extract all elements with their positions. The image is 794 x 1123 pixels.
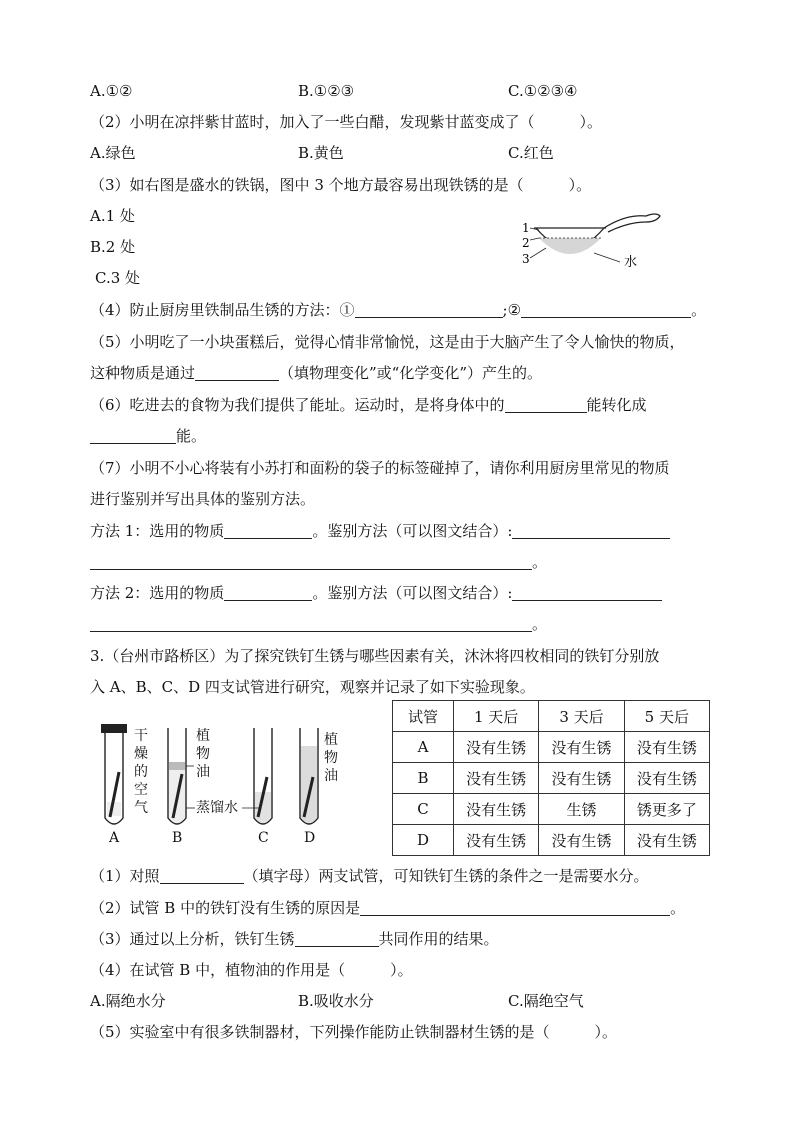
table-cell: D — [393, 825, 454, 856]
q6-line-2 — [90, 426, 206, 446]
problem-3-line-1: 3.（台州市路桥区）为了探究铁钉生锈与哪些因素有关，沐沐将四枚相同的铁钉分别放 — [90, 647, 660, 665]
table-cell: 没有生锈 — [454, 794, 539, 825]
table-cell: B — [393, 763, 454, 794]
q6-line-2-suffix: 能。 — [176, 427, 207, 445]
method-1-line — [90, 521, 670, 541]
table-row — [393, 732, 710, 763]
q6-blank-2[interactable] — [90, 429, 176, 444]
dry-air-char-2: 燥 — [134, 746, 148, 762]
q7-line-2: 进行鉴别并写出具体的鉴别方法。 — [90, 490, 316, 508]
sub-q3-line — [90, 929, 499, 949]
q4-blank-1[interactable] — [355, 303, 503, 318]
method-2-end: 。 — [532, 615, 548, 633]
pan-label-1: 1 — [522, 221, 530, 235]
dry-air-char-3: 的 — [134, 764, 148, 780]
sub-q2-line — [90, 898, 685, 918]
table-cell: 没有生锈 — [624, 732, 709, 763]
distilled-water-label: 蒸馏水 — [196, 800, 238, 816]
q4-end: 。 — [691, 301, 707, 319]
table-row — [393, 825, 710, 856]
sub-q2-prefix: （2）试管 B 中的铁钉没有生锈的原因是 — [90, 899, 361, 917]
method-1-continuation-blank[interactable] — [90, 555, 532, 570]
q4-prefix: （4）防止厨房里铁制品生锈的方法：① — [90, 301, 355, 319]
sub-q3-suffix: 共同作用的结果。 — [378, 930, 499, 948]
q2-option-a: A.绿色 — [90, 144, 136, 162]
sub-q4-question: （4）在试管 B 中，植物油的作用是（ ）。 — [90, 961, 413, 979]
table-row — [393, 794, 710, 825]
oil-b-char-2: 物 — [196, 746, 210, 762]
method-2-substance-blank[interactable] — [224, 586, 312, 601]
test-tubes-figure — [96, 722, 366, 844]
q1-option-a: A.①② — [90, 82, 133, 100]
method-1-end: 。 — [532, 553, 548, 571]
q4-blank-2[interactable] — [521, 303, 691, 318]
dry-air-char-1: 干 — [134, 728, 148, 744]
method-1-mid: 。鉴别方法（可以图文结合）: — [312, 522, 513, 540]
table-cell: 锈更多了 — [624, 794, 709, 825]
sub-q2-suffix: 。 — [670, 899, 686, 917]
sub-q3-prefix: （3）通过以上分析，铁钉生锈 — [90, 930, 295, 948]
sub-q3-blank[interactable] — [295, 932, 379, 947]
table-cell: 没有生锈 — [454, 763, 539, 794]
q6-line-1 — [90, 395, 647, 415]
method-2-continuation-blank[interactable] — [90, 617, 532, 632]
table-header: 5 天后 — [624, 701, 709, 732]
method-1-method-blank[interactable] — [512, 524, 670, 539]
method-1-substance-blank[interactable] — [224, 524, 312, 539]
oil-b-char-3: 油 — [196, 764, 210, 780]
pan-label-2: 2 — [522, 236, 530, 250]
sub-q1-line — [90, 866, 649, 886]
dry-air-char-4: 空 — [134, 782, 148, 798]
oil-d-char-2: 物 — [324, 750, 338, 766]
tube-label-d: D — [304, 830, 316, 846]
table-cell: 没有生锈 — [454, 732, 539, 763]
sub-q1-blank[interactable] — [160, 869, 244, 884]
table-header: 3 天后 — [539, 701, 624, 732]
q6-line-1-suffix: 能转化成 — [586, 396, 647, 414]
pan-water-label: 水 — [624, 255, 638, 270]
q3-option-a: A.1 处 — [90, 207, 135, 225]
table-cell: 没有生锈 — [454, 825, 539, 856]
q4-line — [90, 300, 706, 320]
method-2-line — [90, 583, 662, 603]
q1-option-c: C.①②③④ — [508, 82, 578, 100]
sub-q1-prefix: （1）对照 — [90, 867, 160, 885]
q5-line-1: （5）小明吃了一小块蛋糕后，觉得心情非常愉悦，这是由于大脑产生了令人愉快的物质， — [90, 333, 685, 351]
table-cell: 没有生锈 — [539, 763, 624, 794]
q7-line-1: （7）小明不小心将装有小苏打和面粉的袋子的标签碰掉了，请你利用厨房里常见的物质 — [90, 459, 670, 477]
table-cell: 没有生锈 — [539, 825, 624, 856]
method-1-line-2 — [90, 552, 547, 572]
q4-mid: ;② — [502, 301, 522, 319]
sub-q2-blank[interactable] — [360, 901, 670, 916]
q5-line-2-prefix: 这种物质是通过 — [90, 364, 196, 382]
q6-line-1-prefix: （6）吃进去的食物为我们提供了能址。运动时，是将身体中的 — [90, 396, 505, 414]
table-cell: A — [393, 732, 454, 763]
q2-option-b: B.黄色 — [298, 144, 344, 162]
table-row — [393, 763, 710, 794]
table-header: 1 天后 — [454, 701, 539, 732]
q5-line-2-suffix: （填物理变化”或“化学变化”）产生的。 — [279, 364, 543, 382]
tube-label-a: A — [109, 830, 120, 846]
method-2-prefix: 方法 2：选用的物质 — [90, 584, 225, 602]
q3-question: （3）如右图是盛水的铁锅，图中 3 个地方最容易出现铁锈的是（ ）。 — [90, 176, 592, 194]
sub-q1-suffix: （填字母）两支试管，可知铁钉生锈的条件之一是需要水分。 — [243, 867, 649, 885]
table-cell: 没有生锈 — [539, 732, 624, 763]
table-cell: 没有生锈 — [624, 825, 709, 856]
q3-option-b: B.2 处 — [90, 238, 136, 256]
method-2-method-blank[interactable] — [512, 586, 662, 601]
table-cell: C — [393, 794, 454, 825]
problem-3-line-2: 入 A、B、C、D 四支试管进行研究，观察并记录了如下实验现象。 — [90, 678, 535, 696]
sub-q4-option-b: B.吸收水分 — [298, 992, 374, 1010]
pan-label-3: 3 — [522, 252, 530, 266]
results-table — [392, 700, 710, 856]
oil-d-char-1: 植 — [324, 732, 338, 748]
table-header-row — [393, 701, 710, 732]
iron-pan-figure — [522, 208, 678, 276]
q5-blank[interactable] — [195, 366, 279, 381]
table-cell: 生锈 — [539, 794, 624, 825]
q3-option-c: C.3 处 — [95, 269, 141, 287]
q2-question: （2）小明在凉拌紫甘蓝时，加入了一些白醋，发现紫甘蓝变成了（ ）。 — [90, 113, 603, 131]
sub-q4-option-c: C.隔绝空气 — [508, 992, 584, 1010]
q6-blank-1[interactable] — [505, 398, 587, 413]
oil-d-char-3: 油 — [324, 768, 338, 784]
dry-air-char-5: 气 — [134, 800, 148, 816]
tube-label-b: B — [172, 830, 183, 846]
method-2-line-2 — [90, 614, 547, 634]
sub-q5-question: （5）实验室中有很多铁制器材，下列操作能防止铁制器材生锈的是（ ）。 — [90, 1023, 618, 1041]
sub-q4-option-a: A.隔绝水分 — [90, 992, 166, 1010]
q1-option-b: B.①②③ — [298, 82, 355, 100]
tube-label-c: C — [258, 830, 269, 846]
method-1-prefix: 方法 1：选用的物质 — [90, 522, 225, 540]
method-2-mid: 。鉴别方法（可以图文结合）: — [312, 584, 513, 602]
table-header: 试管 — [393, 701, 454, 732]
oil-b-char-1: 植 — [196, 728, 210, 744]
q2-option-c: C.红色 — [508, 144, 554, 162]
q5-line-2 — [90, 363, 542, 383]
table-cell: 没有生锈 — [624, 763, 709, 794]
